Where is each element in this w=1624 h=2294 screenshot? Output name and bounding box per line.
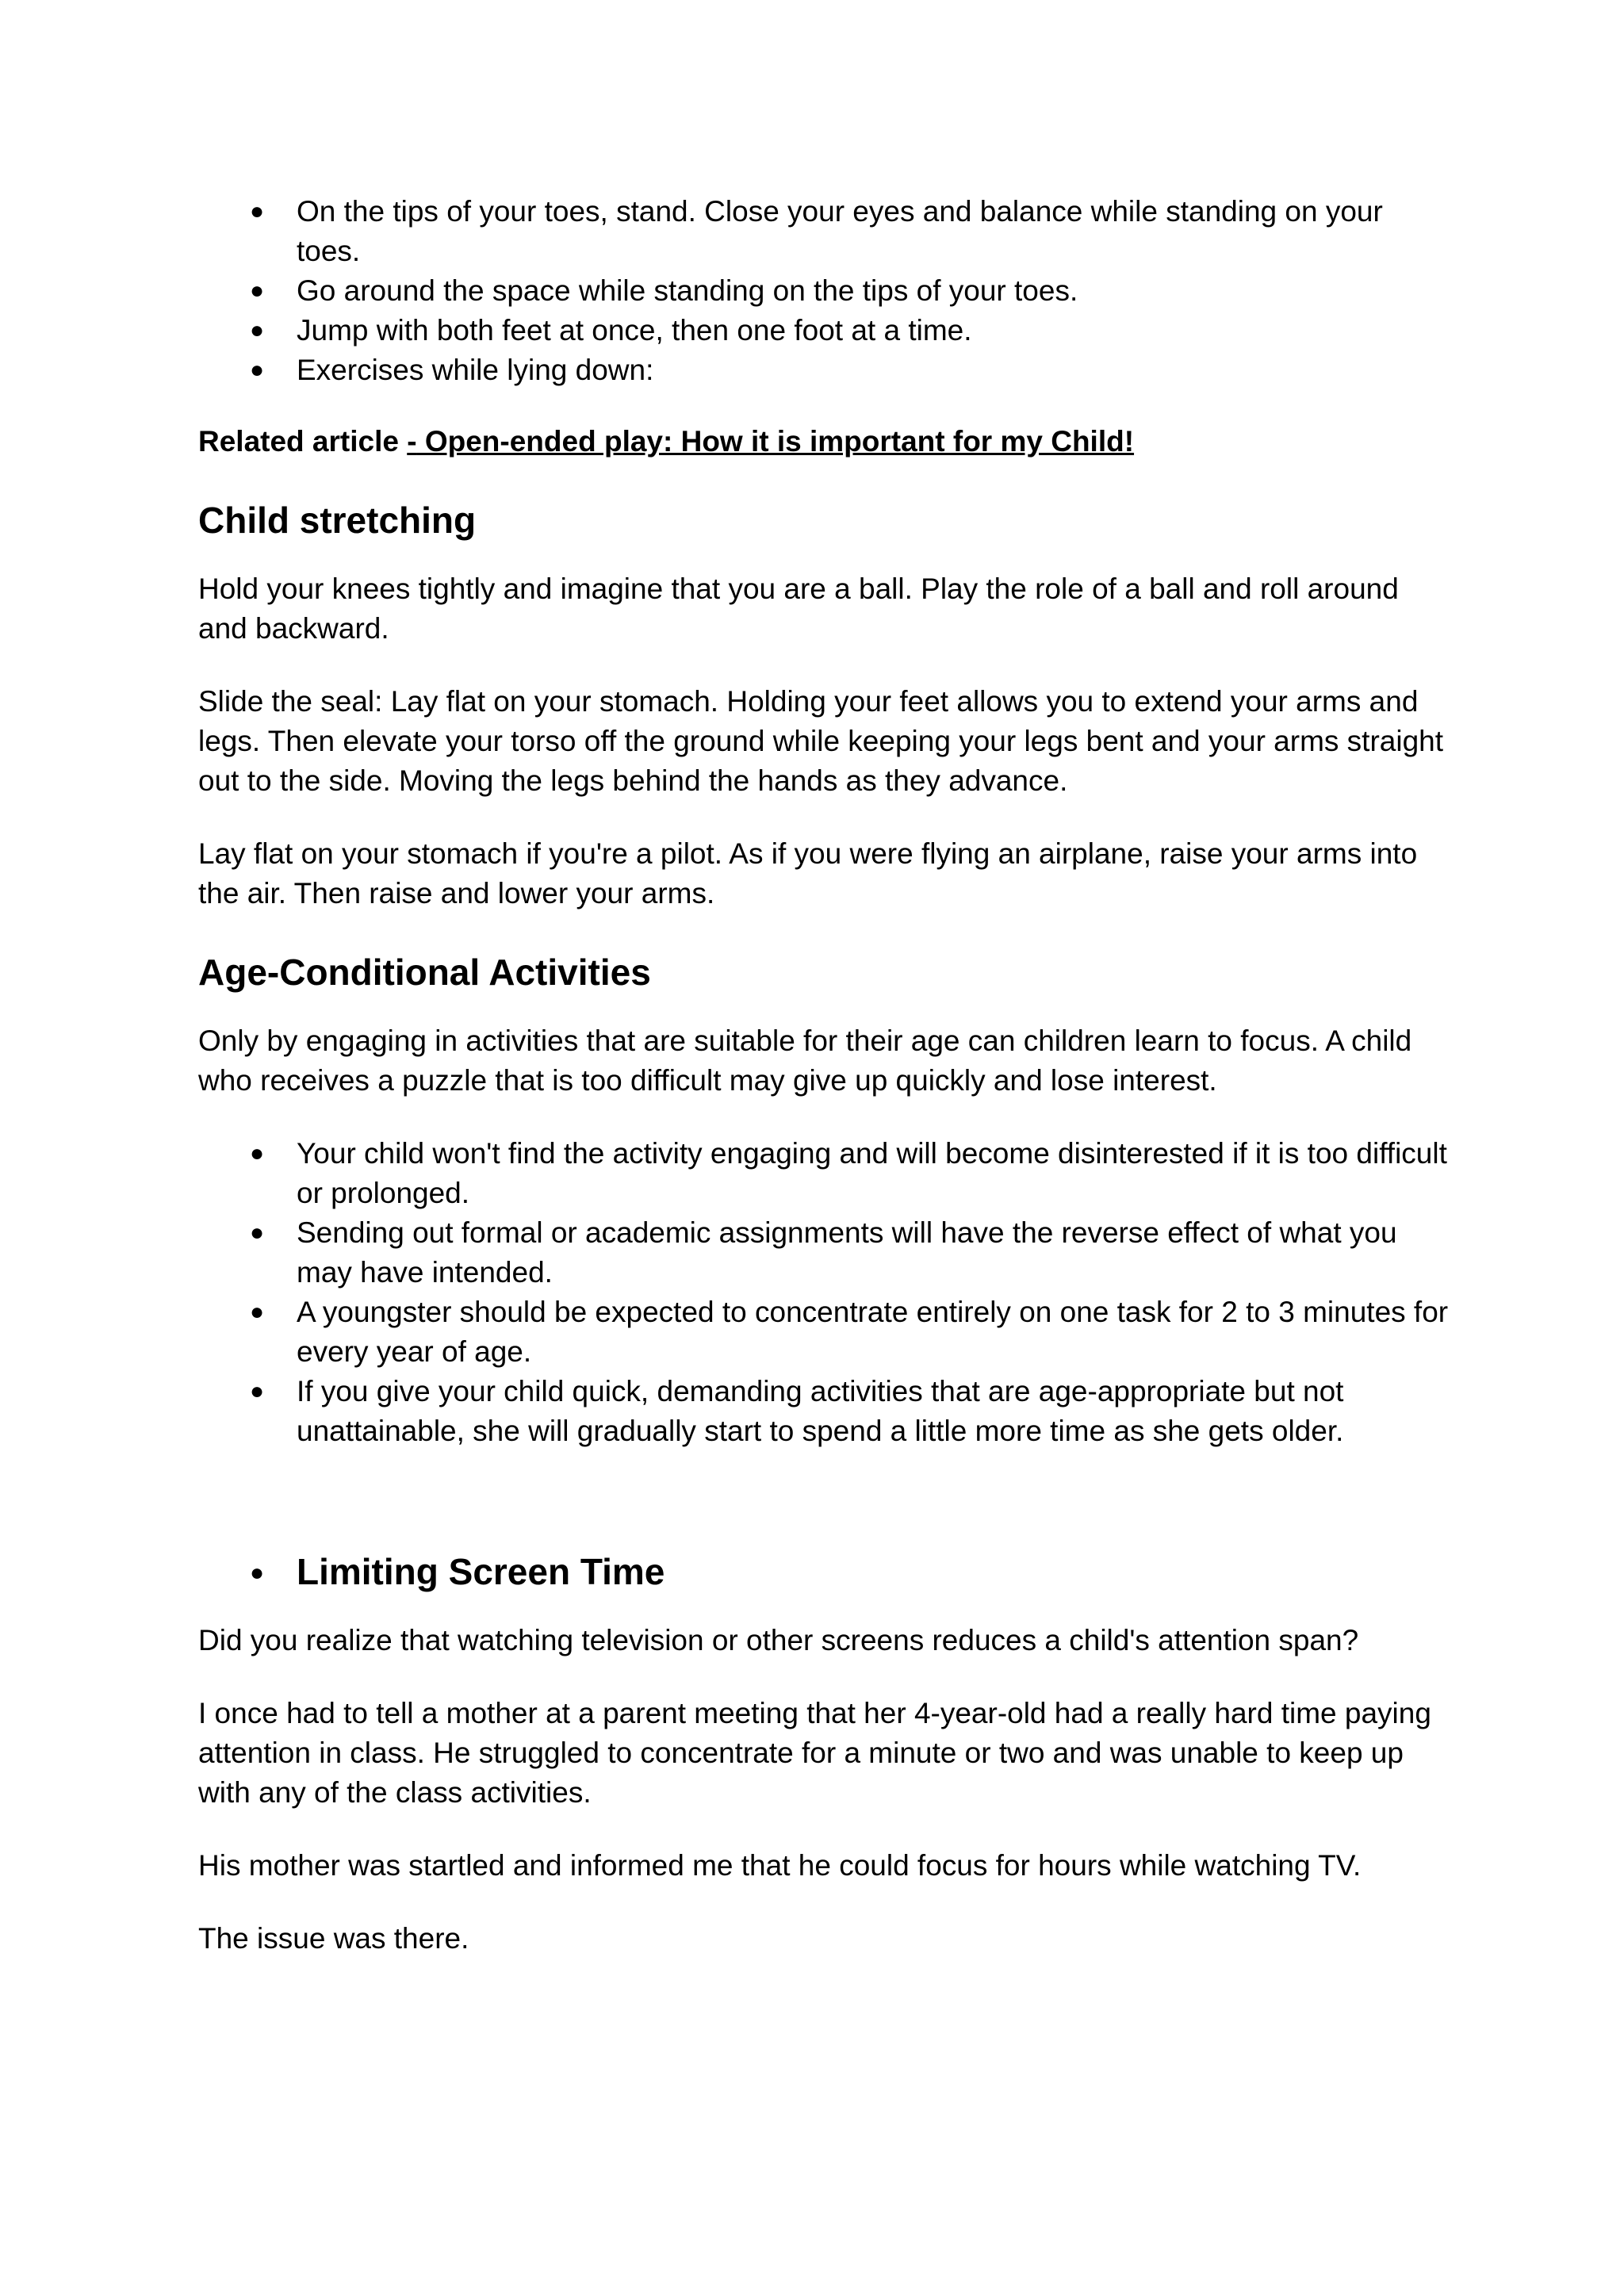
list-item — [198, 192, 1451, 271]
related-article-hyphen: - — [407, 425, 417, 458]
bullet-icon: ● — [250, 278, 265, 304]
list-item — [198, 311, 1451, 350]
list-item-text: Go around the space while standing on the tips of your toes. — [297, 274, 1078, 307]
screen-time-heading-list — [198, 1548, 1451, 1595]
seal-text-start: Slide the seal: Lay flat on your stomach. Holding your feet allows you to extend your arms and legs. Then elevate your torso off the ground while keeping your legs bent and your arms straight out to the side. Movin — [198, 685, 1444, 797]
bullet-icon: ● — [250, 198, 265, 224]
stretching-paragraph-pilot: Lay flat on your stomach if you're a pilot. As if you were flying an airplane, raise your arms into the air. Then raise and lower your arms. — [198, 837, 1418, 910]
child-stretching-heading: Child stretching — [198, 500, 477, 541]
list-item — [198, 1372, 1451, 1451]
age-activities-heading: Age-Conditional Activities — [198, 952, 651, 993]
screen-time-paragraph-question: Did you realize that watching television or other screens reduces a child's attention span? — [198, 1624, 1359, 1656]
bullet-icon: ● — [250, 1560, 265, 1586]
bullet-icon: ● — [250, 1378, 265, 1404]
seal-text-end: the legs behind the hands as they advance. — [493, 764, 1068, 797]
list-item — [198, 271, 1451, 311]
list-item-text: If you give your child quick, demanding activities that are age-appropriate but not unattainable, she will gradually start to spend a little more time as she gets older. — [297, 1375, 1344, 1447]
age-activities-paragraph: Only by engaging in activities that are suitable for their age can children learn to focus. A child who receives a puzzle that is too difficult may give up quickly and lose interest. — [198, 1024, 1412, 1097]
screen-time-paragraph-mother: His mother was startled and informed me that he could focus for hours while watching TV. — [198, 1849, 1362, 1882]
list-item-text: Sending out formal or academic assignments will have the reverse effect of what you may have intended. — [297, 1216, 1397, 1289]
list-item-text: Your child won't find the activity engaging and will become disinterested if it is too difficult or prolonged. — [297, 1137, 1447, 1209]
bullet-icon: ● — [250, 1299, 265, 1325]
exercise-list — [198, 192, 1451, 390]
screen-time-paragraph-story: I once had to tell a mother at a parent meeting that her 4-year-old had a really hard time paying attention in class. He struggled to concentrate for a minute or two and was unable to keep up with any of the class activities. — [198, 1697, 1431, 1809]
list-item-text: On the tips of your toes, stand. Close your eyes and balance while standing on your toes. — [297, 195, 1383, 267]
related-article-prefix: Related article — [198, 425, 408, 458]
bullet-icon: ● — [250, 317, 265, 343]
screen-time-paragraph-issue: The issue was there. — [198, 1922, 469, 1955]
list-item — [198, 1293, 1451, 1372]
related-article-link[interactable]: Open-ended play: How it is important for my Child! — [416, 425, 1135, 458]
list-item — [198, 1213, 1451, 1293]
list-item — [198, 350, 1451, 390]
bullet-icon: ● — [250, 357, 265, 383]
screen-time-heading-text: Limiting Screen Time — [297, 1551, 665, 1592]
document-page — [198, 192, 1451, 1992]
age-activities-list — [198, 1134, 1451, 1451]
list-item-text: A youngster should be expected to concentrate entirely on one task for 2 to 3 minutes for every year of age. — [297, 1296, 1449, 1368]
list-item-text: Jump with both feet at once, then one foot at a time. — [297, 314, 972, 347]
list-item — [198, 1134, 1451, 1213]
seal-text-underlined: g — [477, 764, 494, 797]
bullet-icon: ● — [250, 1140, 265, 1166]
list-item-text: Exercises while lying down: — [297, 354, 654, 386]
screen-time-heading — [198, 1548, 1451, 1595]
related-article — [198, 422, 1451, 461]
stretching-paragraph-seal — [198, 682, 1451, 801]
stretching-paragraph-ball: Hold your knees tightly and imagine that you are a ball. Play the role of a ball and roll around and backward. — [198, 573, 1399, 645]
bullet-icon: ● — [250, 1220, 265, 1246]
